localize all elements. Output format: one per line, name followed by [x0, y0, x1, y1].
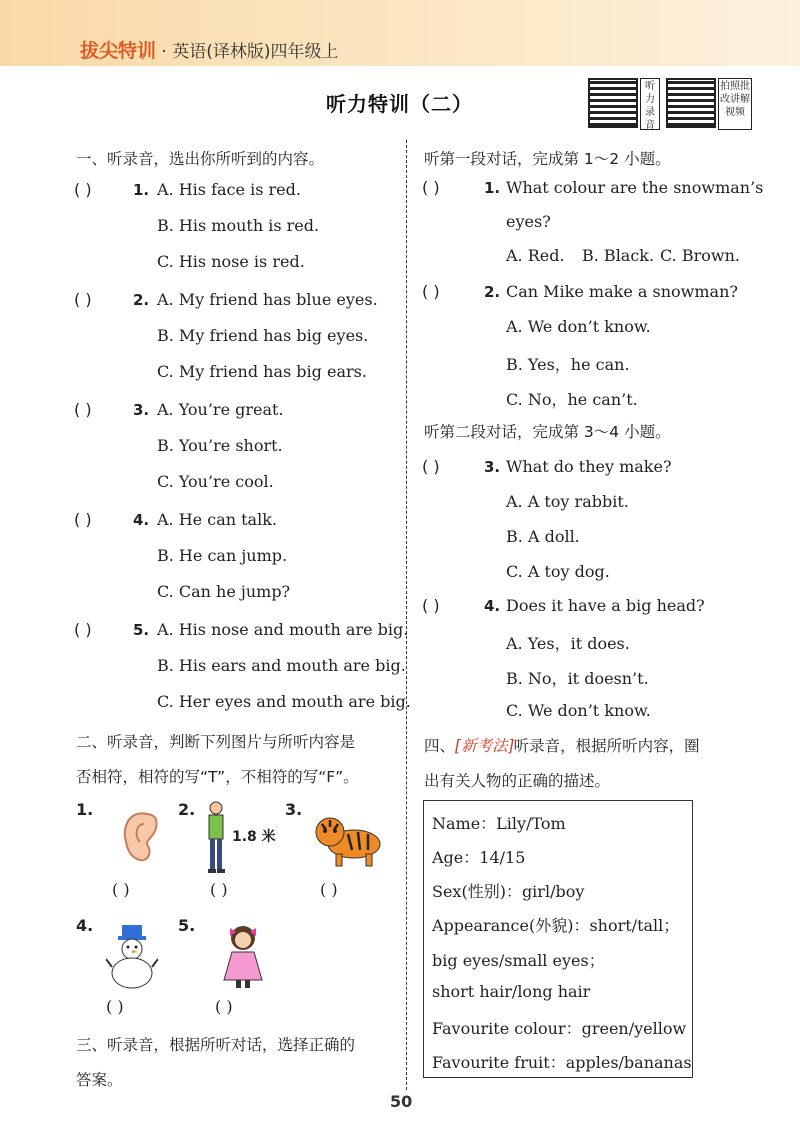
- question-number: 3.: [484, 458, 501, 476]
- answer-option[interactable]: B. Yes，he can.: [506, 355, 630, 374]
- answer-option[interactable]: C. Can he jump?: [157, 582, 291, 601]
- answer-option[interactable]: A. His face is red.: [157, 180, 301, 199]
- part3-heading-line2: 答案。: [76, 1071, 123, 1089]
- page-number: 50: [390, 1092, 413, 1111]
- height-caption: 1.8 米: [232, 829, 276, 845]
- answer-option[interactable]: B. He can jump.: [157, 546, 288, 565]
- qr-label-video: 拍照批改讲解视频: [718, 78, 752, 130]
- question-text: What do they make?: [506, 457, 672, 476]
- question-text: Can Mike make a snowman?: [506, 282, 738, 301]
- answer-option[interactable]: A. Red.: [506, 246, 565, 265]
- answer-option[interactable]: A. You’re great.: [157, 400, 284, 419]
- answer-option[interactable]: A. We don’t know.: [506, 317, 651, 336]
- answer-option[interactable]: A. Yes，it does.: [506, 634, 630, 653]
- tiger-picture: [312, 810, 384, 868]
- answer-option[interactable]: C. His nose is red.: [157, 252, 305, 271]
- part4-heading-line2: 出有关人物的正确的描述。: [424, 772, 611, 790]
- answer-option[interactable]: C. You’re cool.: [157, 472, 274, 491]
- book-header: [80, 36, 339, 63]
- answer-blank[interactable]: ( ): [74, 180, 92, 199]
- desc-line[interactable]: Name：Lily/Tom: [432, 814, 566, 833]
- part4-heading-text: 听录音，根据所听内容，圈: [513, 737, 700, 755]
- new-method-tag: [新考法]: [455, 737, 514, 755]
- column-divider: [406, 140, 407, 1090]
- question-number: 5.: [133, 621, 150, 639]
- part2-heading-line1: 二、听录音，判断下列图片与所听内容是: [76, 733, 356, 751]
- answer-option[interactable]: B. His mouth is red.: [157, 216, 320, 235]
- image-number: 5.: [178, 916, 196, 935]
- answer-blank[interactable]: ( ): [112, 880, 130, 899]
- answer-option[interactable]: C. Brown.: [660, 246, 740, 265]
- question-number: 4.: [133, 511, 150, 529]
- question-number: 3.: [133, 401, 150, 419]
- answer-option[interactable]: A. My friend has blue eyes.: [157, 290, 378, 309]
- answer-option[interactable]: A. A toy rabbit.: [506, 492, 629, 511]
- snowman-picture: [106, 925, 158, 989]
- answer-option[interactable]: B. My friend has big eyes.: [157, 326, 369, 345]
- question-number: 1.: [484, 179, 501, 197]
- desc-line[interactable]: Sex(性别)：girl/boy: [432, 882, 585, 901]
- desc-line[interactable]: big eyes/small eyes；: [432, 951, 605, 970]
- question-text: What colour are the snowman’s: [506, 178, 764, 197]
- answer-option[interactable]: C. A toy dog.: [506, 562, 610, 581]
- part1-heading: 一、听录音，选出你所听到的内容。: [76, 150, 325, 168]
- question-text: Does it have a big head?: [506, 596, 705, 615]
- answer-blank[interactable]: ( ): [106, 997, 124, 1016]
- question-number: 1.: [133, 181, 150, 199]
- qr-code-icon[interactable]: [666, 78, 716, 128]
- part3-heading-line1: 三、听录音，根据所听对话，选择正确的: [76, 1036, 356, 1054]
- answer-option[interactable]: B. No，it doesn’t.: [506, 669, 649, 688]
- answer-option[interactable]: B. A doll.: [506, 527, 580, 546]
- dialogue2-intro: 听第二段对话，完成第 3～4 小题。: [424, 423, 671, 441]
- question-number: 2.: [484, 283, 501, 301]
- answer-blank[interactable]: ( ): [74, 510, 92, 529]
- answer-option[interactable]: A. His nose and mouth are big.: [157, 620, 409, 639]
- book-title: · 英语(译林版)四年级上: [161, 42, 339, 62]
- part4-prefix: 四、: [424, 737, 456, 755]
- answer-option[interactable]: C. We don’t know.: [506, 701, 651, 720]
- desc-line[interactable]: Favourite colour：green/yellow: [432, 1019, 687, 1038]
- desc-line[interactable]: Appearance(外貌)：short/tall；: [432, 916, 680, 935]
- answer-option[interactable]: A. He can talk.: [157, 510, 277, 529]
- answer-blank[interactable]: ( ): [320, 880, 338, 899]
- part4-heading-line1: [424, 734, 700, 756]
- answer-option[interactable]: B. You’re short.: [157, 436, 283, 455]
- part2-heading-line2: 否相符，相符的写“T”，不相符的写“F”。: [76, 768, 359, 786]
- answer-blank[interactable]: ( ): [422, 178, 440, 197]
- image-number: 1.: [76, 800, 94, 819]
- answer-blank[interactable]: ( ): [74, 400, 92, 419]
- question-number: 2.: [133, 291, 150, 309]
- desc-line[interactable]: Age：14/15: [432, 848, 526, 867]
- answer-blank[interactable]: ( ): [215, 997, 233, 1016]
- man-picture: [203, 800, 229, 876]
- answer-option[interactable]: C. Her eyes and mouth are big.: [157, 692, 411, 711]
- image-number: 4.: [76, 916, 94, 935]
- dialogue1-intro: 听第一段对话，完成第 1～2 小题。: [424, 150, 671, 168]
- doll-picture: [220, 922, 266, 990]
- answer-option[interactable]: B. His ears and mouth are big.: [157, 656, 406, 675]
- qr-code-icon[interactable]: [588, 78, 638, 128]
- image-number: 3.: [285, 800, 303, 819]
- answer-blank[interactable]: ( ): [422, 596, 440, 615]
- brand-name: 拔尖特训: [80, 40, 157, 62]
- ear-picture: [118, 808, 162, 866]
- answer-option[interactable]: C. My friend has big ears.: [157, 362, 367, 381]
- answer-blank[interactable]: ( ): [422, 282, 440, 301]
- question-number: 4.: [484, 597, 501, 615]
- answer-blank[interactable]: ( ): [422, 457, 440, 476]
- image-number: 2.: [178, 800, 196, 819]
- qr-label-audio: 听力录音: [640, 78, 660, 130]
- desc-line[interactable]: Favourite fruit：apples/bananas: [432, 1053, 692, 1072]
- answer-blank[interactable]: ( ): [210, 880, 228, 899]
- desc-line[interactable]: short hair/long hair: [432, 982, 591, 1001]
- description-box: [423, 800, 693, 1078]
- answer-option[interactable]: C. No，he can’t.: [506, 390, 638, 409]
- question-text: eyes?: [506, 212, 551, 231]
- answer-blank[interactable]: ( ): [74, 620, 92, 639]
- answer-blank[interactable]: ( ): [74, 290, 92, 309]
- answer-option[interactable]: B. Black.: [582, 246, 655, 265]
- page-title: 听力特训（二）: [326, 92, 473, 116]
